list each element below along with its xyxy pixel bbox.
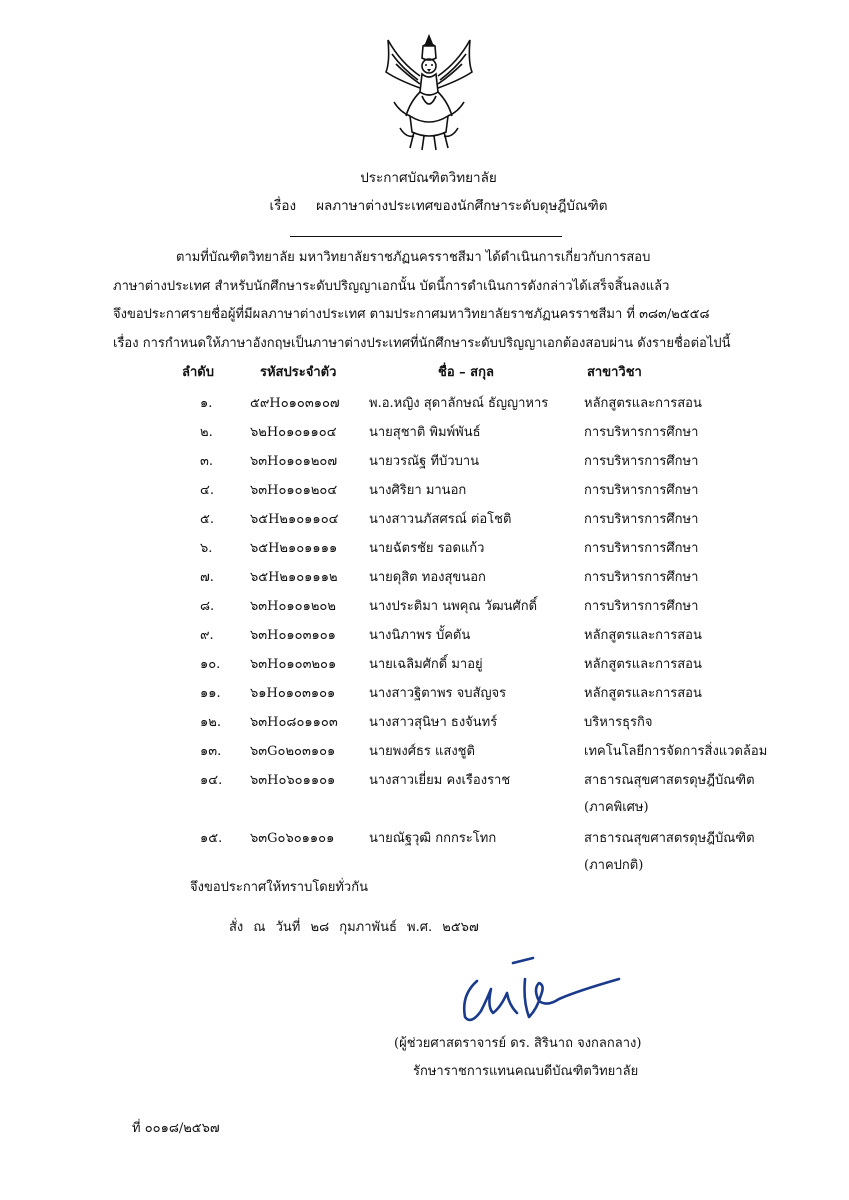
header-divider	[290, 236, 562, 237]
subject-label: เรื่อง	[269, 198, 297, 214]
row-major: การบริหารการศึกษา	[584, 570, 699, 585]
row-student-id: ๖๓H๐๑๐๑๒๐๗	[250, 454, 338, 469]
subject-text: ผลภาษาต่างประเทศของนักศึกษาระดับดุษฎีบัณฑิต	[316, 198, 608, 214]
row-order: ๖.	[200, 541, 213, 556]
row-major-line: สาธารณสุขศาสตรดุษฎีบัณฑิต	[584, 831, 755, 846]
row-student-id: ๖๓H๐๑๐๑๒๐๔	[250, 483, 338, 498]
paragraph-line: ภาษาต่างประเทศ สำหรับนักศึกษาระดับปริญญาเอกนั้น บัดนี้การดำเนินการดังกล่าวได้เสร็จสิ้นลงแล้ว	[113, 278, 670, 294]
paragraph-line: จึงขอประกาศรายชื่อผู้ที่มีผลภาษาต่างประเทศ ตามประกาศมหาวิทยาลัยราชภัฏนครราชสีมา ที่ ๓๘๓/๒๕๕๘	[113, 307, 710, 322]
row-student-id: ๖๓H๐๑๐๓๑๐๑	[250, 628, 336, 643]
row-student-id: ๖๓H๐๑๐๑๒๐๒	[250, 599, 336, 614]
row-name: นายณัฐวุฒิ กกกระโทก	[369, 831, 497, 846]
row-name: นายพงศ์ธร แสงชูติ	[369, 744, 475, 759]
signatory-name: (ผู้ช่วยศาสตราจารย์ ดร. สิรินาถ จงกลกลาง)	[394, 1036, 642, 1051]
row-student-id: ๖๓G๐๒๐๓๑๐๑	[250, 744, 336, 759]
row-order: ๘.	[200, 599, 215, 614]
row-name: พ.อ.หญิง สุดาลักษณ์ ธัญญาหาร	[369, 396, 549, 411]
signatory-title: รักษาราชการแทนคณบดีบัณฑิตวิทยาลัย	[413, 1064, 639, 1079]
row-major	[584, 827, 755, 875]
row-student-id: ๕๙H๐๑๐๓๑๐๗	[250, 396, 340, 411]
row-major: บริหารธุรกิจ	[584, 715, 653, 730]
announcement-title: ประกาศบัณฑิตวิทยาลัย	[360, 170, 497, 186]
row-order: ๒.	[200, 425, 213, 440]
row-name: นางสาวนภัสศรณ์ ต่อโชติ	[369, 512, 512, 527]
row-student-id: ๖๑H๐๑๐๓๑๐๑	[250, 686, 336, 701]
row-major-line: สาธารณสุขศาสตรดุษฎีบัณฑิต	[584, 773, 755, 788]
row-name: นางสาวเยี่ยม คงเรืองราช	[369, 773, 511, 788]
row-order: ๑.	[200, 396, 213, 411]
document-number: ที่ ๐๐๑๘/๒๕๖๗	[132, 1121, 220, 1136]
row-name: นายวรณัฐ ทีบัวบาน	[369, 454, 480, 469]
row-order: ๓.	[200, 454, 214, 469]
row-student-id: ๖๒H๐๑๐๑๑๐๔	[250, 425, 337, 440]
row-name: นางสาวฐิตาพร จบสัญจร	[369, 686, 507, 701]
row-order: ๑๒.	[200, 715, 221, 730]
row-student-id: ๖๕H๒๑๐๑๑๑๒	[250, 570, 338, 585]
row-major: หลักสูตรและการสอน	[584, 686, 702, 701]
row-name: นางนิภาพร บั้คตัน	[369, 628, 471, 643]
row-order: ๕.	[200, 512, 214, 527]
signature-icon	[455, 955, 625, 1030]
row-name: นางศิริยา มานอก	[369, 483, 467, 498]
garuda-emblem-icon	[380, 32, 478, 154]
row-student-id: ๖๕H๒๑๐๑๑๐๔	[250, 512, 339, 527]
body-paragraph	[113, 244, 758, 358]
row-name: นายสุชาติ พิมพ์พันธ์	[369, 425, 481, 440]
row-student-id: ๖๓H๐๖๐๑๑๐๑	[250, 773, 336, 788]
row-name: นายฉัตรชัย รอดแก้ว	[369, 541, 485, 556]
row-major: การบริหารการศึกษา	[584, 483, 699, 498]
row-order: ๑๑.	[200, 686, 221, 701]
row-major: หลักสูตรและการสอน	[584, 396, 702, 411]
row-major: การบริหารการศึกษา	[584, 541, 699, 556]
header-name: ชื่อ – สกุล	[438, 365, 494, 380]
paragraph-line: ตามที่บัณฑิตวิทยาลัย มหาวิทยาลัยราชภัฏนครราชสีมา ได้ดำเนินการเกี่ยวกับการสอบ	[176, 250, 651, 265]
row-student-id: ๖๓H๐๑๐๓๒๐๑	[250, 657, 337, 672]
announcement-subject	[14, 194, 849, 216]
issue-date: สั่ง ณ วันที่ ๒๘ กุมภาพันธ์ พ.ศ. ๒๕๖๗	[229, 920, 479, 935]
row-major: การบริหารการศึกษา	[584, 512, 699, 527]
row-major: การบริหารการศึกษา	[584, 454, 699, 469]
row-order: ๑๔.	[200, 773, 223, 788]
row-order: ๑๓.	[200, 744, 222, 759]
row-student-id: ๖๕H๒๑๐๑๑๑๑	[250, 541, 338, 556]
row-name: นายเฉลิมศักดิ์ มาอยู่	[369, 657, 483, 672]
paragraph-line: เรื่อง การกำหนดให้ภาษาอังกฤษเป็นภาษาต่างประเทศที่นักศึกษาระดับปริญญาเอกต้องสอบผ่าน ดังรายชื่อต่อไปนี้	[113, 335, 731, 351]
header-major: สาขาวิชา	[587, 365, 642, 380]
header-order: ลำดับ	[182, 365, 214, 380]
row-name: นางประติมา นพคุณ วัฒนศักดิ์	[369, 599, 538, 614]
row-student-id: ๖๓H๐๘๐๑๑๐๓	[250, 715, 338, 730]
row-major	[584, 769, 755, 817]
row-name: นายดุสิต ทองสุขนอก	[369, 570, 486, 585]
row-order: ๗.	[200, 570, 214, 585]
row-major: การบริหารการศึกษา	[584, 599, 699, 614]
row-name: นางสาวสุนิษา ธงจันทร์	[369, 715, 498, 730]
row-order: ๑๕.	[200, 831, 223, 846]
row-order: ๔.	[200, 483, 214, 498]
row-major-program: (ภาคปกติ)	[584, 858, 644, 873]
row-major: การบริหารการศึกษา	[584, 425, 699, 440]
row-order: ๑๐.	[200, 657, 221, 672]
row-major: หลักสูตรและการสอน	[584, 657, 702, 672]
row-major-program: (ภาคพิเศษ)	[584, 800, 649, 815]
row-order: ๙.	[200, 628, 214, 643]
closing-statement: จึงขอประกาศให้ทราบโดยทั่วกัน	[190, 880, 368, 895]
row-major: เทคโนโลยีการจัดการสิ่งแวดล้อม	[584, 744, 768, 759]
row-major: หลักสูตรและการสอน	[584, 628, 702, 643]
header-student-id: รหัสประจำตัว	[260, 365, 337, 380]
row-student-id: ๖๓G๐๖๐๑๑๐๑	[250, 831, 335, 846]
